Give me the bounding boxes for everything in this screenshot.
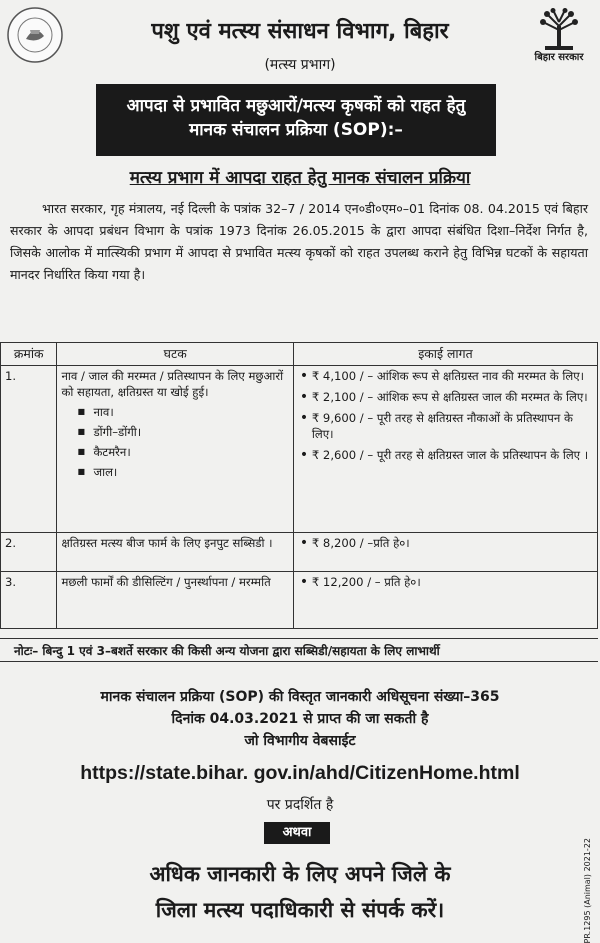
intro-paragraph	[10, 198, 588, 286]
list-item: • ₹ 12,200 / – प्रति हे०।	[298, 574, 593, 590]
row-1-serial: 1.	[1, 366, 57, 533]
list-item: • ₹ 2,100 / – आंशिक रूप से क्षतिग्रस्त जाल की मरम्मत के लिए।	[298, 389, 593, 405]
row-2-cost-list	[298, 535, 593, 551]
info-line-2: दिनांक 04.03.2021 से प्राप्त की जा सकती है	[171, 711, 429, 727]
contact-line-1: अधिक जानकारी के लिए अपने जिले के	[149, 862, 451, 886]
sop-banner	[96, 84, 496, 156]
row-3-component: मछली फार्मों की डीसिल्टिंग / पुनर्स्थापना / मरम्मति	[57, 572, 293, 629]
header-serial: क्रमांक	[1, 343, 57, 366]
division-label: (मत्स्य प्रभाग)	[264, 57, 336, 73]
note-text: नोटः– बिन्दु 1 एवं 3–बशर्ते सरकार की किसी अन्य योजना द्वारा सब्सिडी/सहायता के लिए लाभार्थी	[0, 638, 598, 662]
intro-text: भारत सरकार, गृह मंत्रालय, नई दिल्ली के पत्रांक 32–7 / 2014 एन०डी०एम०–01 दिनांक 08. 04.2015 एवं बिहार सरकार के आपदा प्रबंधन विभाग के पत्रांक 1973 दिनांक 26.05.2015 के द्वारा आपदा संबंधित दिशा–निर्देश निर्गत है, जिसके आलोक में मात्स्यिकी प्रभाग में आपदा से प्रभावित मत्स्य कृषकों को राहत उपलब्ध कराने हेतु विभिन्न घटकों के सहायता मानदर निर्धारित किया गया है।	[10, 201, 588, 282]
row-3-serial: 3.	[1, 572, 57, 629]
info-line-3: जो विभागीय वेबसाईट	[244, 733, 356, 749]
list-item: • ₹ 8,200 / –प्रति हे०।	[298, 535, 593, 551]
info-line-1: मानक संचालन प्रक्रिया (SOP) की विस्तृत जानकारी अधिसूचना संख्या–365	[100, 689, 500, 705]
table-row	[1, 366, 598, 533]
bihar-government-emblem	[528, 8, 590, 68]
row-2-serial: 2.	[1, 533, 57, 572]
department-title: पशु एवं मत्स्य संसाधन विभाग, बिहार	[151, 19, 449, 44]
row-3-cost-list	[298, 574, 593, 590]
section-heading: मत्स्य प्रभाग में आपदा राहत हेतु मानक संचालन प्रक्रिया	[129, 168, 471, 188]
banner-line-1: आपदा से प्रभावित मछुआरों/मत्स्य कृषकों को राहत हेतु	[126, 96, 466, 116]
relief-rates-table	[0, 342, 598, 629]
list-item: ■ डोंगी–डोंगी।	[61, 422, 288, 442]
emblem-caption: बिहार सरकार	[534, 52, 584, 63]
website-url: https://state.bihar. gov.in/ahd/CitizenHome.html	[80, 762, 520, 784]
banner-line-2: मानक संचालन प्रक्रिया (SOP):–	[189, 120, 403, 140]
table-header-row	[1, 343, 598, 366]
list-item: • ₹ 2,600 / – पूरी तरह से क्षतिग्रस्त जाल के प्रतिस्थापन के लिए ।	[298, 447, 593, 463]
row-1-cost-list	[298, 368, 593, 463]
row-1-costs	[293, 366, 597, 533]
row-2-costs	[293, 533, 597, 572]
header-unit-cost: इकाई लागत	[293, 343, 597, 366]
or-label: अथवा	[264, 822, 330, 844]
sop-info-block	[0, 686, 600, 752]
list-item: • ₹ 4,100 / – आंशिक रूप से क्षतिग्रस्त नाव की मरम्मत के लिए।	[298, 368, 593, 384]
contact-line-2: जिला मत्स्य पदाधिकारी से संपर्क करें।	[155, 898, 445, 922]
displayed-text: पर प्रदर्शित है	[266, 797, 334, 813]
list-item: • ₹ 9,600 / – पूरी तरह से क्षतिग्रस्त नौकाओं के प्रतिस्थापन के लिए।	[298, 410, 593, 442]
row-2-component: क्षतिग्रस्त मत्स्य बीज फार्म के लिए इनपुट सब्सिडी ।	[57, 533, 293, 572]
department-logo	[6, 6, 64, 64]
row-1-subitems	[61, 402, 288, 482]
row-1-component	[57, 366, 293, 533]
row-1-component-text: नाव / जाल की मरम्मत / प्रतिस्थापन के लिए मछुआरों को सहायता, क्षतिग्रस्त या खोई हुई।	[61, 369, 284, 399]
pr-code: PR.1295 (Animal) 2021-22	[583, 838, 592, 943]
table-row	[1, 533, 598, 572]
header-component: घटक	[57, 343, 293, 366]
list-item: ■ जाल।	[61, 462, 288, 482]
contact-block	[0, 856, 600, 928]
list-item: ■ नाव।	[61, 402, 288, 422]
table-row	[1, 572, 598, 629]
row-3-costs	[293, 572, 597, 629]
list-item: ■ कैटमरैन।	[61, 442, 288, 462]
